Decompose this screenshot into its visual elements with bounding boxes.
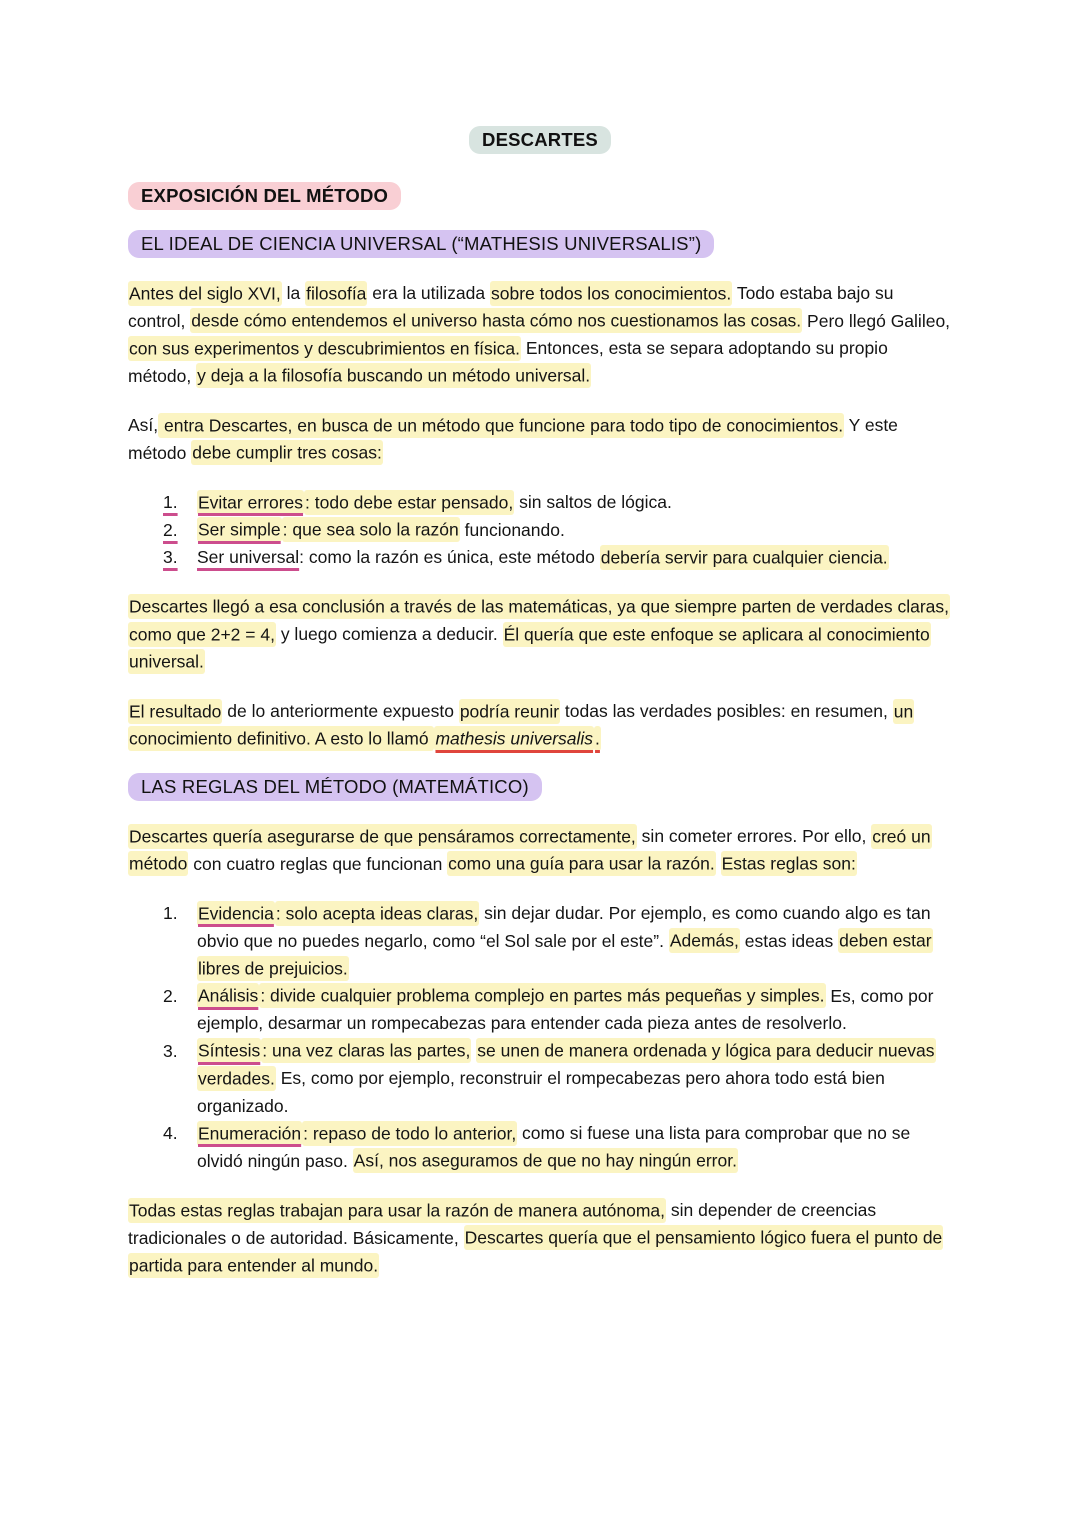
text-run: y luego comienza a deducir. bbox=[275, 624, 503, 644]
paragraph bbox=[128, 698, 952, 753]
underlined-term: Síntesis bbox=[197, 1038, 261, 1063]
subsection-heading: EL IDEAL DE CIENCIA UNIVERSAL (“MATHESIS UNIVERSALIS”) bbox=[128, 230, 714, 258]
text-run: con cuatro reglas que funcionan bbox=[188, 853, 448, 874]
text-run: Y este método bbox=[128, 415, 898, 463]
paragraph bbox=[128, 1197, 952, 1280]
paragraph bbox=[128, 412, 952, 467]
highlighted-text: Él quería que este enfoque se aplicara al conocimiento universal. bbox=[128, 622, 931, 675]
underlined-term: Enumeración bbox=[197, 1121, 302, 1146]
paragraph bbox=[128, 594, 952, 677]
highlighted-text: : solo acepta ideas claras, bbox=[275, 901, 479, 926]
numbered-list bbox=[128, 900, 952, 1175]
text-run: sin dejar dudar. Por ejemplo, es como cuando algo es tan obvio que no puedes negarlo, como “el Sol sale por el este”. bbox=[197, 903, 931, 951]
list-item bbox=[128, 1120, 952, 1175]
text-run: : como la razón es única, este método bbox=[299, 547, 600, 567]
highlighted-text: : que sea solo la razón bbox=[282, 517, 460, 542]
red-underlined-term: mathesis universalis bbox=[434, 726, 594, 751]
highlighted-text: Todas estas reglas trabajan para usar la razón de manera autónoma, bbox=[128, 1198, 666, 1223]
highlighted-text: El resultado bbox=[128, 699, 222, 724]
text-run: estas ideas bbox=[739, 930, 839, 951]
paragraph bbox=[128, 823, 952, 878]
highlighted-text: debería servir para cualquier ciencia. bbox=[600, 545, 889, 570]
list-item bbox=[128, 489, 952, 517]
text-run: sin cometer errores. Por ello, bbox=[636, 826, 872, 846]
text-run: Todo estaba bajo su control, bbox=[128, 283, 894, 331]
numbered-list bbox=[128, 489, 952, 572]
heading-row bbox=[128, 230, 952, 258]
subsection-heading: LAS REGLAS DEL MÉTODO (MATEMÁTICO) bbox=[128, 773, 542, 801]
text-run bbox=[716, 854, 721, 874]
highlighted-text: se unen de manera ordenada y lógica para deducir nuevas verdades. bbox=[197, 1038, 936, 1091]
list-item bbox=[128, 544, 952, 572]
text-run: Así, bbox=[128, 415, 159, 435]
list-number: 2. bbox=[163, 519, 178, 540]
underlined-term: Ser universal bbox=[197, 547, 300, 567]
highlighted-text: filosofía bbox=[305, 281, 367, 306]
text-run: todas las verdades posibles: en resumen, bbox=[560, 701, 893, 721]
highlighted-text: : divide cualquier problema complejo en partes más pequeñas y simples. bbox=[259, 983, 825, 1008]
text-run: Es, como por ejemplo, reconstruir el rompecabezas pero ahora todo está bien organizado. bbox=[197, 1068, 885, 1116]
underlined-term: Análisis bbox=[197, 983, 259, 1008]
highlighted-text: Además, bbox=[669, 928, 740, 953]
heading-row bbox=[128, 773, 952, 801]
list-number: 3. bbox=[163, 547, 178, 567]
text-run: Entonces, esta se separa adoptando su propio método, bbox=[128, 338, 888, 386]
highlighted-text: desde cómo entendemos el universo hasta cómo nos cuestionamos las cosas. bbox=[190, 308, 802, 333]
list-number: 2. bbox=[163, 985, 178, 1006]
highlighted-text: Estas reglas son: bbox=[721, 851, 857, 876]
highlighted-text: y deja a la filosofía buscando un método universal. bbox=[196, 363, 591, 388]
underlined-term: Evitar errores bbox=[197, 490, 304, 515]
list-number: 3. bbox=[163, 1040, 178, 1061]
underlined-term: Ser simple bbox=[197, 517, 282, 542]
highlighted-text: : todo debe estar pensado, bbox=[304, 490, 514, 515]
page-title: DESCARTES bbox=[469, 126, 611, 154]
list-item bbox=[128, 1038, 952, 1121]
text-run: sin depender de creencias tradicionales o de autoridad. Básicamente, bbox=[128, 1200, 877, 1248]
list-item bbox=[128, 900, 952, 983]
highlighted-text: Así, nos aseguramos de que no hay ningún error. bbox=[353, 1148, 738, 1173]
highlighted-text: : una vez claras las partes, bbox=[261, 1038, 471, 1063]
list-number: 4. bbox=[163, 1123, 178, 1143]
text-run: la bbox=[281, 283, 306, 303]
text-run: funcionando. bbox=[459, 519, 565, 540]
highlighted-text: un conocimiento definitivo. A esto lo llamó bbox=[128, 699, 914, 752]
paragraph bbox=[128, 280, 952, 390]
highlighted-text: como una guía para usar la razón. bbox=[447, 851, 716, 876]
text-run: era la utilizada bbox=[367, 283, 490, 303]
text-run: sin saltos de lógica. bbox=[514, 492, 672, 512]
highlighted-text: deben estar libres de prejuicios. bbox=[197, 928, 933, 981]
highlighted-text: creó un método bbox=[128, 824, 932, 877]
list-item bbox=[128, 517, 952, 545]
highlighted-text: : repaso de todo lo anterior, bbox=[302, 1121, 517, 1146]
list-item bbox=[128, 983, 952, 1038]
highlighted-text: sobre todos los conocimientos. bbox=[490, 281, 732, 306]
text-run: como si fuese una lista para comprobar que no se olvidó ningún paso. bbox=[197, 1123, 911, 1171]
highlighted-text: Descartes llegó a esa conclusión a través de las matemáticas, ya que siempre parten de verdades claras, como que 2+2 = 4, bbox=[128, 594, 950, 647]
highlighted-text: podría reunir bbox=[459, 699, 560, 724]
list-number: 1. bbox=[163, 903, 178, 923]
heading-row bbox=[128, 182, 952, 210]
highlighted-text: Descartes quería asegurarse de que pensáramos correctamente, bbox=[128, 824, 637, 849]
section-heading: EXPOSICIÓN DEL MÉTODO bbox=[128, 182, 401, 210]
text-run: Pero llegó Galileo, bbox=[802, 310, 951, 331]
underlined-term: Evidencia bbox=[197, 901, 275, 926]
list-number: 1. bbox=[163, 492, 178, 512]
highlighted-text: con sus experimentos y descubrimientos en física. bbox=[128, 336, 521, 361]
page-title-row bbox=[128, 126, 952, 154]
highlighted-text: debe cumplir tres cosas: bbox=[191, 440, 383, 465]
highlighted-text: Antes del siglo XVI, bbox=[128, 281, 282, 306]
highlighted-text: entra Descartes, en busca de un método que funcione para todo tipo de conocimientos. bbox=[158, 413, 844, 438]
text-run: de lo anteriormente expuesto bbox=[222, 701, 459, 721]
text-run: Es, como por ejemplo, desarmar un rompecabezas para entender cada pieza antes de resolverlo. bbox=[197, 985, 934, 1033]
red-underlined-term: . bbox=[594, 726, 601, 751]
highlighted-text: Descartes quería que el pensamiento lógico fuera el punto de partida para entender al mundo. bbox=[128, 1225, 943, 1278]
